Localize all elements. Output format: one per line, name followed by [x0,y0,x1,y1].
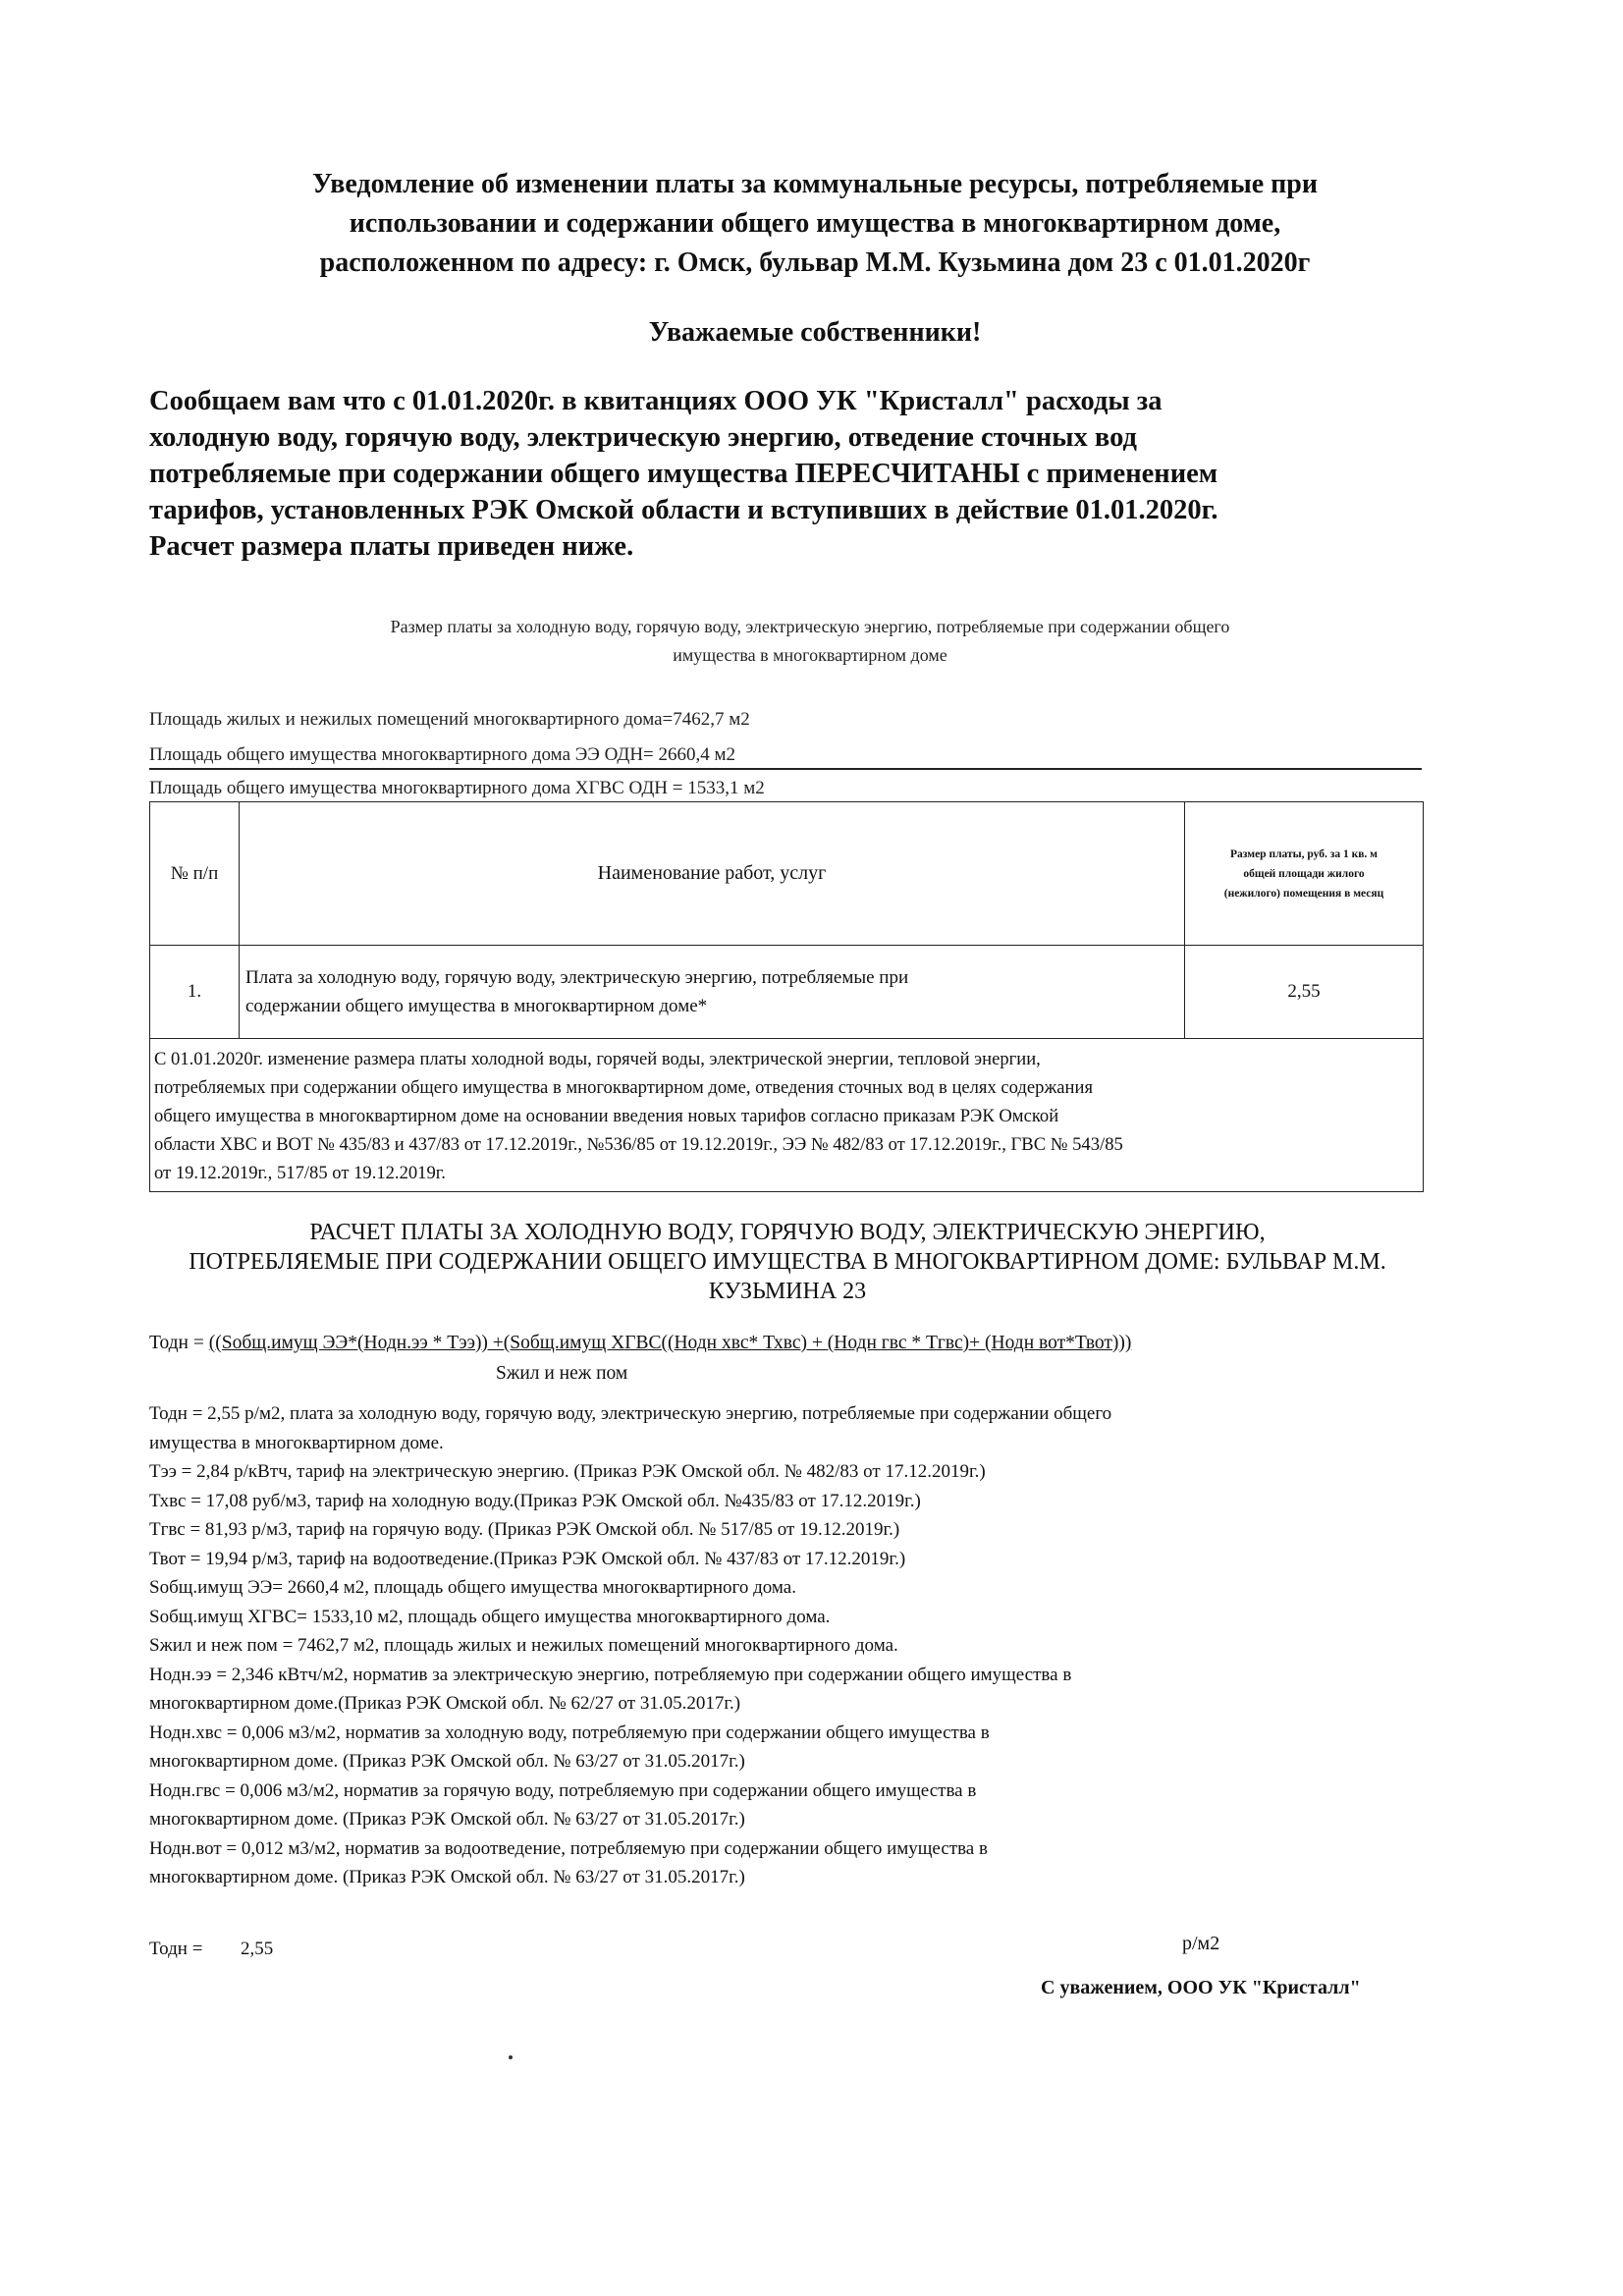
area-common-ee: Площадь общего имущества многоквартирного дома ЭЭ ОДН= 2660,4 м2 [149,744,736,765]
note-line: потребляемых при содержании общего имущества в многоквартирном доме, отведения сточных вод в целях содержания [154,1077,1093,1098]
signature: С уважением, ООО УК "Кристалл" [1041,1977,1361,1998]
intro-line: потребляемые при содержании общего имущества ПЕРЕСЧИТАНЫ с применением [149,459,1218,489]
heading-line: использовании и содержании общего имущества в многоквартирном доме, [349,208,1281,239]
area-total: Площадь жилых и нежилых помещений многоквартирного дома=7462,7 м2 [149,709,750,730]
row-value: 2,55 [1185,946,1424,1039]
definition-line: имущества в многоквартирном доме. [149,1432,444,1453]
definition-line: Нодн.хвс = 0,006 м3/м2, норматив за холодную воду, потребляемую при содержании общего имущества в [149,1722,990,1743]
heading-line: Уведомление об изменении платы за коммунальные ресурсы, потребляемые при [312,169,1318,199]
definition-line: многоквартирном доме. (Приказ РЭК Омской обл. № 63/27 от 31.05.2017г.) [149,1867,745,1887]
row-name-line: Плата за холодную воду, горячую воду, электрическую энергию, потребляемые при [245,967,909,988]
note-line: С 01.01.2020г. изменение размера платы холодной воды, горячей воды, электрической энергии, тепловой энергии, [154,1049,1041,1069]
services-table [149,801,1424,1192]
definition-line: Тодн = 2,55 р/м2, плата за холодную воду, горячую воду, электрическую энергию, потребляемые при содержании общего [149,1403,1112,1424]
intro-line: тарифов, установленных РЭК Омской области и вступивших в действие 01.01.2020г. [149,495,1218,525]
definition-line: Твот = 19,94 р/м3, тариф на водоотведение.(Приказ РЭК Омской обл. № 437/83 от 17.12.2019г.) [149,1548,906,1569]
table-note-row [150,1039,1424,1192]
definition-line: Тээ = 2,84 р/кВтч, тариф на электрическую энергию. (Приказ РЭК Омской обл. № 482/83 от 17.12.2019г.) [149,1461,986,1482]
calc-title-line: РАСЧЕТ ПЛАТЫ ЗА ХОЛОДНУЮ ВОДУ, ГОРЯЧУЮ ВОДУ, ЭЛЕКТРИЧЕСКУЮ ЭНЕРГИЮ, [309,1220,1266,1245]
result-unit: р/м2 [1182,1933,1220,1954]
definition-line: Тгвс = 81,93 р/м3, тариф на горячую воду. (Приказ РЭК Омской обл. № 517/85 от 19.12.2019г.) [149,1519,900,1540]
calc-title-line: КУЗЬМИНА 23 [708,1279,867,1304]
calculation-title [149,1218,1426,1306]
note-line: области ХВС и ВОТ № 435/83 и 437/83 от 17.12.2019г., №536/85 от 19.12.2019г., ЭЭ № 482/83 от 17.12.2019г., ГВС № 543/85 [154,1134,1123,1155]
row-num: 1. [150,946,240,1039]
header-num: № п/п [150,802,240,946]
definitions-list [149,1399,1426,1892]
definition-line: Sобщ.имущ ХГВС= 1533,10 м2, площадь общего имущества многоквартирного дома. [149,1606,831,1627]
table-header-row [150,802,1424,946]
calc-title-line: ПОТРЕБЛЯЕМЫЕ ПРИ СОДЕРЖАНИИ ОБЩЕГО ИМУЩЕСТВА В МНОГОКВАРТИРНОМ ДОМЕ: БУЛЬВАР М.М. [189,1249,1386,1275]
heading-line: расположенном по адресу: г. Омск, бульвар М.М. Кузьмина дом 23 с 01.01.2020г [319,247,1311,278]
caption-line: Размер платы за холодную воду, горячую воду, электрическую энергию, потребляемые при содержании общего [390,617,1230,636]
area-common-hgvs: Площадь общего имущества многоквартирного дома ХГВС ОДН = 1533,1 м2 [149,778,765,798]
header-value-line: общей площади жилого [1243,867,1365,880]
intro-line: холодную воду, горячую воду, электрическую энергию, отведение сточных вод [149,422,1137,453]
definition-line: многоквартирном доме. (Приказ РЭК Омской обл. № 63/27 от 31.05.2017г.) [149,1751,745,1772]
definition-line: Sобщ.имущ ЭЭ= 2660,4 м2, площадь общего имущества многоквартирного дома. [149,1577,796,1598]
header-name: Наименование работ, услуг [240,802,1185,946]
row-name [240,946,1185,1039]
intro-line: Сообщаем вам что с 01.01.2020г. в квитанциях ООО УК "Кристалл" расходы за [149,386,1163,416]
definition-line: Sжил и неж пом = 7462,7 м2, площадь жилых и нежилых помещений многоквартирного дома. [149,1635,898,1656]
definition-line: Нодн.гвс = 0,006 м3/м2, норматив за горячую воду, потребляемую при содержании общего имущества в [149,1779,977,1801]
table-caption [177,613,1443,670]
caption-line: имущества в многоквартирном доме [673,645,947,665]
header-value-line: Размер платы, руб. за 1 кв. м [1230,847,1378,860]
formula-numerator-text: ((Sобщ.имущ ЭЭ*(Нодн.ээ * Тээ)) +(Sобщ.имущ ХГВС((Нодн хвс* Тхвс) + (Нодн гвс * Тгвс)+ (Нодн вот*Твот))) [208,1333,1132,1353]
note-line: от 19.12.2019г., 517/85 от 19.12.2019г. [154,1163,446,1183]
header-value [1185,802,1424,946]
definition-line: Тхвс = 17,08 руб/м3, тариф на холодную воду.(Приказ РЭК Омской обл. №435/83 от 17.12.2019г.) [149,1490,921,1511]
notice-heading [167,165,1463,283]
row-name-line: содержании общего имущества в многоквартирном доме* [245,996,708,1016]
header-value-line: (нежилого) помещения в месяц [1223,887,1384,900]
table-row [150,946,1424,1039]
intro-line: Расчет размера платы приведен ниже. [149,531,634,562]
result-label: Тодн = [149,1939,203,1959]
divider [149,768,1422,770]
greeting: Уважаемые собственники! [648,317,982,348]
formula-denominator: Sжил и неж пом [496,1363,628,1384]
intro-paragraph [149,383,1426,565]
formula-numerator [149,1333,1131,1354]
table-note [150,1039,1424,1192]
scan-speck [509,2055,513,2059]
result-value: 2,55 [241,1939,274,1959]
definition-line: Нодн.ээ = 2,346 кВтч/м2, норматив за электрическую энергию, потребляемую при содержании общего имущества в [149,1664,1072,1685]
formula-prefix: Тодн = [149,1333,209,1353]
definition-line: Нодн.вот = 0,012 м3/м2, норматив за водоотведение, потребляемую при содержании общего имущества в [149,1837,988,1859]
definition-line: многоквартирном доме. (Приказ РЭК Омской обл. № 63/27 от 31.05.2017г.) [149,1809,745,1830]
note-line: общего имущества в многоквартирном доме на основании введения новых тарифов согласно приказам РЭК Омской [154,1106,1059,1126]
definition-line: многоквартирном доме.(Приказ РЭК Омской обл. № 62/27 от 31.05.2017г.) [149,1693,741,1714]
